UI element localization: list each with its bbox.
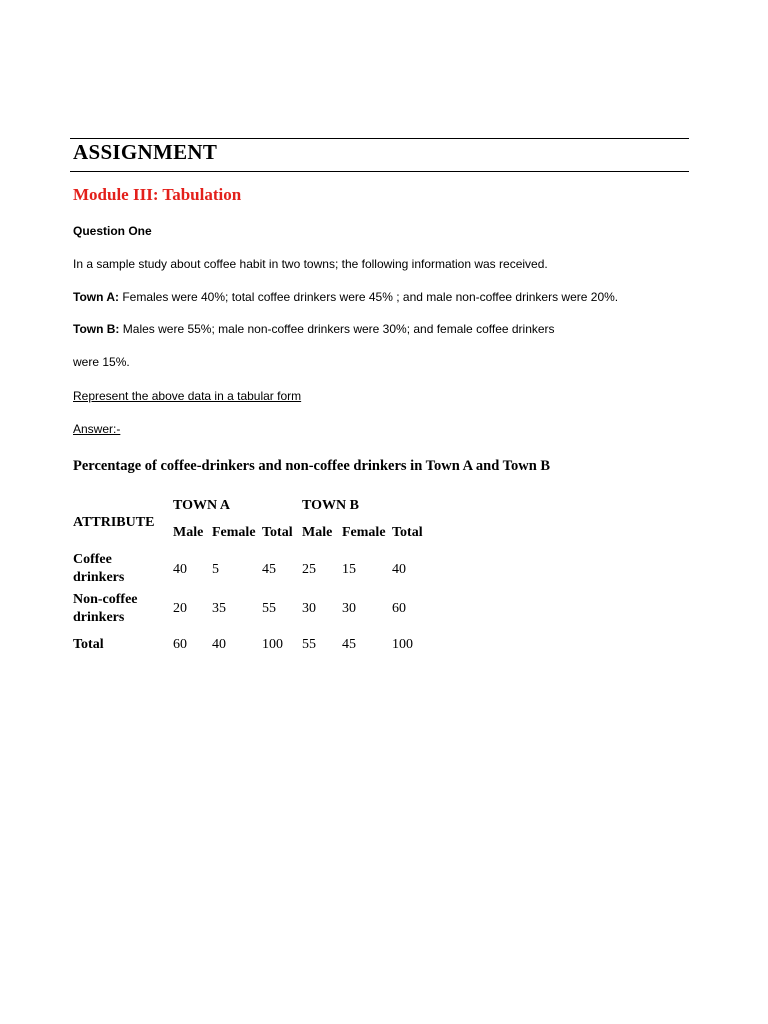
table-cell: 20 — [173, 601, 187, 616]
table-cell: 45 — [342, 637, 356, 652]
table-cell: 35 — [212, 601, 226, 616]
town-b-text: Males were 55%; male non-coffee drinkers were 30%; and female coffee drinkers — [119, 322, 555, 336]
sub-header-town-b-male: Male — [302, 525, 333, 540]
table-cell: 15 — [342, 562, 356, 577]
town-a-paragraph — [73, 290, 618, 304]
table-cell: 100 — [392, 637, 413, 652]
sub-header-town-a-total: Total — [262, 525, 293, 540]
town-a-text: Females were 40%; total coffee drinkers were 45% ; and male non-coffee drinkers were 20%. — [118, 290, 619, 304]
table-caption: Percentage of coffee-drinkers and non-coffee drinkers in Town A and Town B — [73, 458, 551, 474]
bottom-rule — [70, 171, 689, 172]
table-cell: 30 — [342, 601, 356, 616]
table-cell: 30 — [302, 601, 316, 616]
intro-text: In a sample study about coffee habit in two towns; the following information was received. — [73, 257, 548, 271]
sub-header-town-a-male: Male — [173, 525, 204, 540]
attribute-header: ATTRIBUTE — [73, 515, 155, 530]
town-a-header: TOWN A — [173, 498, 230, 513]
sub-header-town-b-total: Total — [392, 525, 423, 540]
table-cell: 55 — [302, 637, 316, 652]
town-a-label: Town A: — [73, 290, 119, 304]
table-cell: 45 — [262, 562, 276, 577]
row-label-non-coffee-drinkers: Non-coffee drinkers — [73, 592, 138, 625]
question-title: Question One — [73, 224, 152, 238]
town-b-header: TOWN B — [302, 498, 359, 513]
top-rule — [70, 138, 689, 139]
sub-header-town-b-female: Female — [342, 525, 386, 540]
table-cell: 60 — [392, 601, 406, 616]
table-cell: 40 — [392, 562, 406, 577]
instruction-text: Represent the above data in a tabular form — [73, 389, 302, 403]
town-b-paragraph — [73, 322, 555, 336]
table-cell: 40 — [212, 637, 226, 652]
module-title: Module III: Tabulation — [73, 185, 242, 204]
table-cell: 55 — [262, 601, 276, 616]
row-label-total: Total — [73, 637, 104, 652]
row-label-coffee-drinkers: Coffee drinkers — [73, 552, 125, 585]
table-cell: 40 — [173, 562, 187, 577]
table-cell: 100 — [262, 637, 283, 652]
town-b-text-continued: were 15%. — [73, 355, 130, 369]
table-cell: 25 — [302, 562, 316, 577]
town-b-label: Town B: — [73, 322, 120, 336]
sub-header-town-a-female: Female — [212, 525, 256, 540]
assignment-heading: ASSIGNMENT — [73, 140, 218, 164]
table-cell: 5 — [212, 562, 219, 577]
table-cell: 60 — [173, 637, 187, 652]
answer-label: Answer:- — [73, 422, 121, 436]
